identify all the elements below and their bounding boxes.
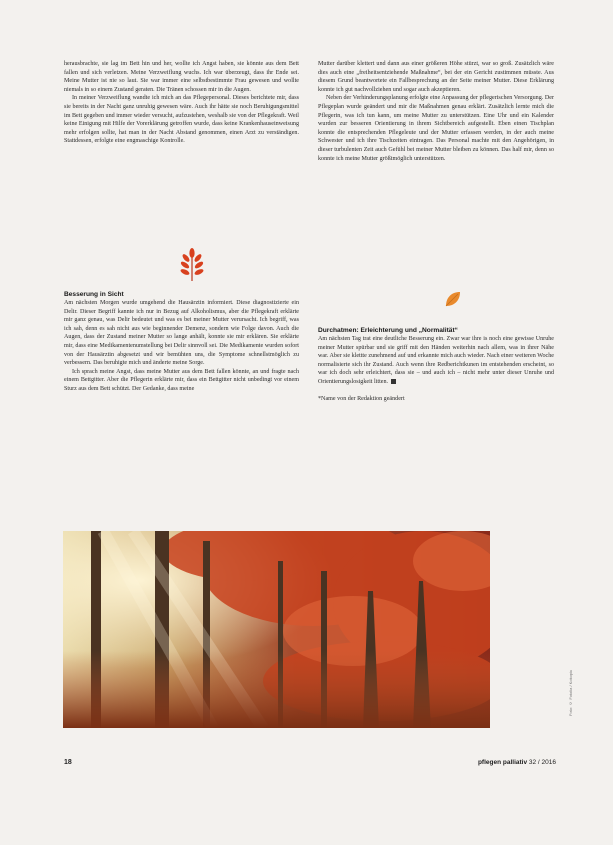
text-column-left-bottom — [64, 290, 299, 394]
paragraph: In meiner Verzweiflung wandte ich mich an das Pflegepersonal. Dieses berichtete mir, dass sie bereits in der Nacht ganz unruhig gewesen wäre. Auch ihr hätte sie noch Beruhigungsmittel im Bett gegeben und immer wieder versucht, aufzustehen, weshalb sie von der Pflegekraft. Weil keine Einigung mit Hilfe der Vorerklärung getroffen wurde, dass keine Krankenhauseinweisung mehr erfolgen sollte, hat man in der Nacht Abstand genommen, einen Arzt zu verständigen. Stattdessen, erfolgte eine engmaschige Kontrolle. — [64, 95, 299, 145]
paragraph: Neben der Verhinderungsplanung erfolgte eine Anpassung der pflegerischen Versorgung. Der Pflegeplan wurde geändert und mir die Maßnahmen genau erklärt. Zusätzlich lernte mich die Pflegerin, was ich tun kann, um meine Mutter zu unterstützen. Eine Uhr und ein Kalender wurden zur besseren Orientierung in ihrem Sichtbereich aufgestellt. Eben einen Tischplan konnte die entsprechenden Pflegeleute und der Mutter erfassen werden, in der auch meine Schwester und ich ihre Tischzeiten eintragen. Das Personal machte mit den Angehörigen, in dieser turbulenten Zeit auch Gefühl bei meiner Mutter bleiben zu können. Das half mir, denn so konnte ich meine Mutter größtmöglich unterstützen. — [318, 95, 554, 162]
text-column-left-top — [64, 60, 299, 146]
text-column-right-top — [318, 60, 554, 163]
section-heading-besserung: Besserung in Sicht — [64, 291, 124, 298]
paragraph: Ich sprach meine Angst, dass meine Mutter aus dem Bett fallen könnte, an und fragte nach einem Bettgitter. Aber die Pflegerin erklärte mir, dass ein Bettgitter nicht unbedingt vor einem Sturz aus dem Bett schützt. Der Gedanke, dass meine — [64, 368, 299, 392]
page-number: 18 — [64, 759, 72, 766]
photo-credit: Foto: © Fotolia / Kokopix — [568, 670, 573, 716]
section-heading-durchatmen: Durchatmen: Erleichterung und „Normalität“ — [318, 327, 458, 334]
paragraph: Mutter darüber klettert und dann aus einer größeren Höhe stürzt, war so groß. Zusätzlich wäre dies auch eine „freiheitsentziehende Maßnahme“, bei der ein Gericht zustimmen müsste. Aus diesem Grund beantwortete ein Fallbesprechung an der Seite meiner Mutter. Diese Erklärung konnte ich gut nachvollziehen und sogar auch akzeptieren. — [318, 61, 554, 93]
journal-issue: 32 / 2016 — [528, 759, 556, 766]
journal-name: pflegen palliativ — [477, 759, 528, 766]
footnote: *Name von der Redaktion geändert — [318, 395, 405, 402]
text-column-right-bottom — [318, 326, 554, 403]
end-mark-icon — [391, 379, 396, 384]
paragraph: Am nächsten Tag trat eine deutliche Besserung ein. Zwar war ihre is noch eine gewisse Unruhe meiner Mutter spürbar und sie griff mit den Händen weiterhin nach allem, was in ihrer Nähe war. Aber sie klettte zunehmend auf und erkannte mich auch wieder. Nach einer weiteren Woche normalisierte sich ihr Zustand. Auch wenn ihre Redberichtkunen im entstehenden erscheint, so war ich doch sehr erleichtert, dass sie – und auch ich – nicht mehr unter dieser Unruhe und Orientierungslosigkeit litten. — [318, 336, 554, 385]
journal-footer — [478, 759, 556, 766]
orange-leaf-icon — [444, 290, 462, 308]
paragraph: herausbrachte, sie lag im Bett hin und her, wollte ich Angst haben, sie könnte aus dem Bett fallen und sich verletzen. Meine Verzweiflung wuchs. Ich war überzeugt, dass ihr Ende sei. Meine Mutter ist nie so laut. Sie war immer eine selbstbestimmte Frau gewesen und wollte niemals in so einem Zustand geraten. Die Tränen schossen mir in die Augen. — [64, 61, 299, 93]
autumn-forest-photo — [63, 531, 490, 728]
red-leaf-icon — [174, 247, 210, 283]
paragraph: Am nächsten Morgen wurde umgehend die Hausärztin informiert. Diese diagnostizierte ein Delir. Dieser Begriff kannte ich nur in Bezug auf Alkoholismus, aber die Pflegekraft erklärte mir ganz genau, was Delir bedeutet und was es bei meiner Mutter verursacht. Ich begriff, was ich sah, denn es sah nicht aus wie beginnender Demenz, sondern wie Folge davon. Auch die Augen, dass der Zustand meiner Mutter so lange anhält, konnte sie mir erklären. Sie erklärte mir, dass eine Medikamentenumstellung bei Delir sinnvoll sei. Die Medikamente wurden sofort von der Hausärztin abgesetzt und wir bemühten uns, die Symptome schnellstmöglich zu verbessern. Das beruhigte mich und änderte meine Sorge. — [64, 300, 299, 367]
